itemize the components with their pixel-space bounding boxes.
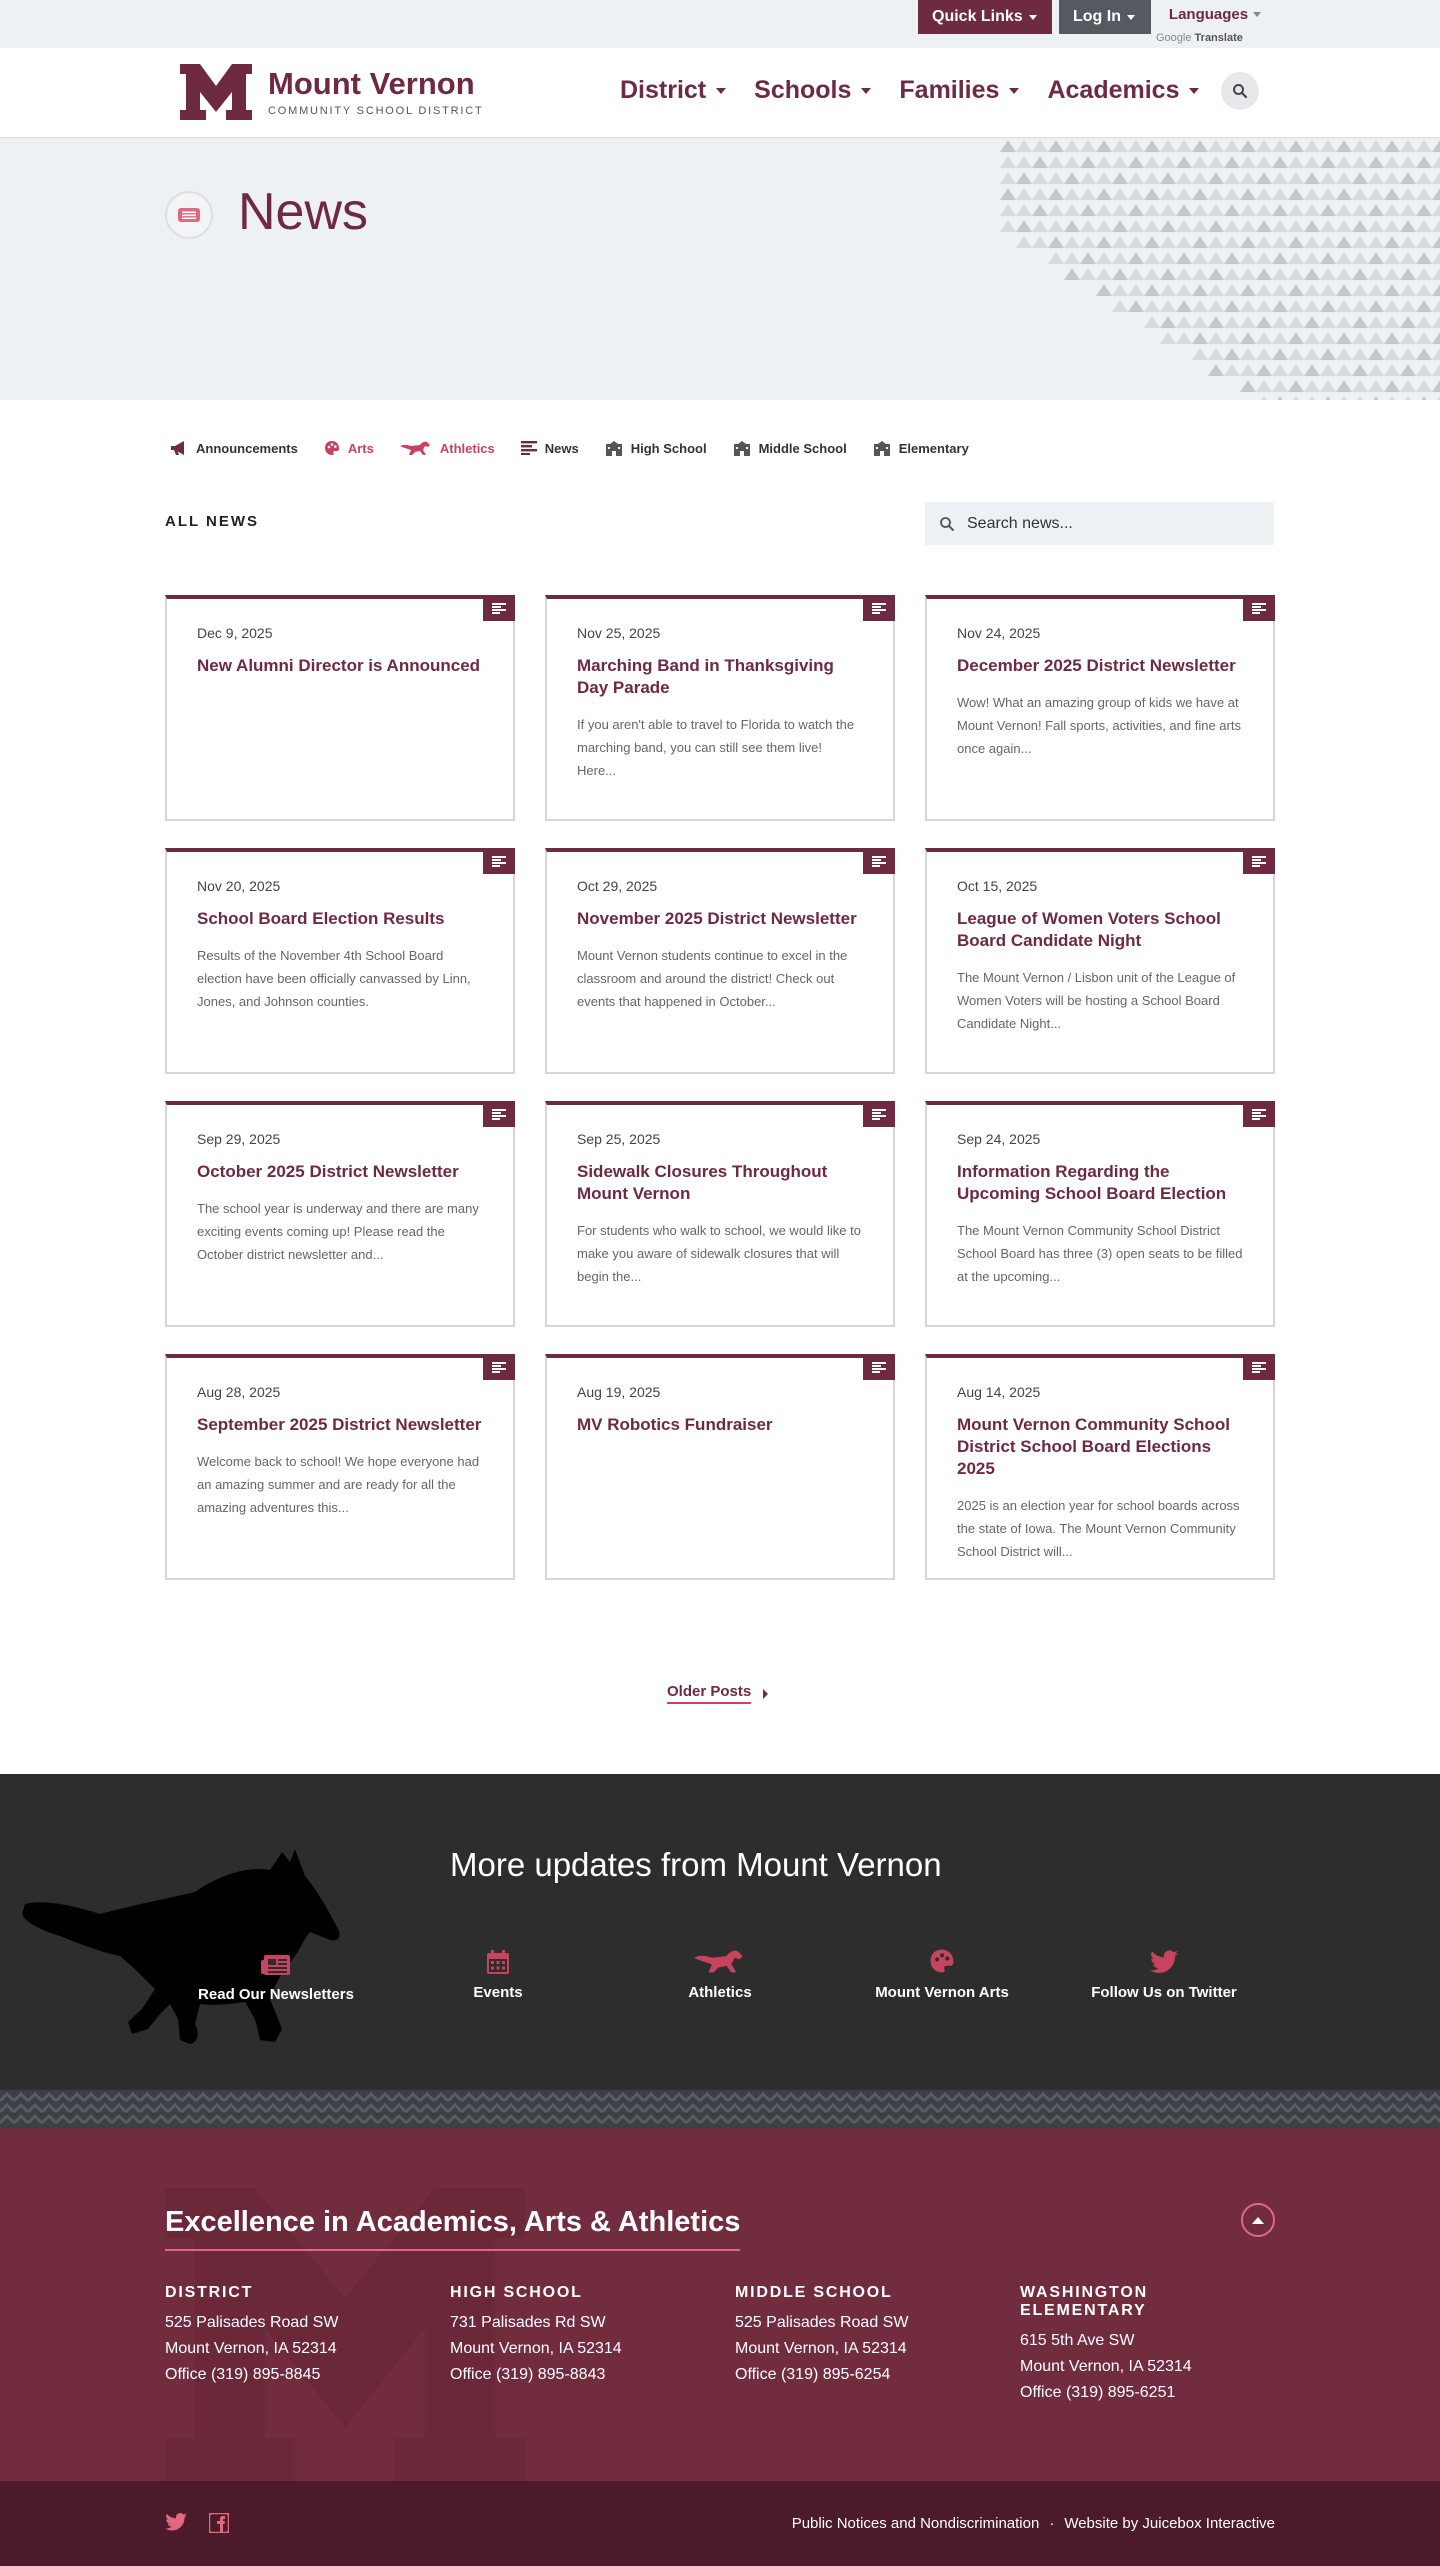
twitter-icon[interactable] [165,2513,187,2531]
news-card[interactable] [545,595,895,821]
news-card[interactable] [545,1354,895,1580]
list-heading: ALL NEWS [165,513,260,530]
quick-links-button[interactable] [918,0,1052,34]
category-label: Arts [347,440,374,456]
category-label: Middle School [758,440,847,456]
page-title: News [238,183,369,241]
public-notices-link[interactable]: Public Notices and Nondiscrimination [791,2515,1040,2532]
updates-section [0,1774,1440,2090]
category-news[interactable] [521,441,579,456]
footer-city: Mount Vernon, IA 52314 [450,2340,622,2357]
footer-phone[interactable]: Office (319) 895-6254 [735,2366,891,2383]
category-label: News [544,440,579,456]
updates-item-label: Athletics [688,1984,752,2001]
nav-academics[interactable] [1047,76,1199,105]
updates-newsletters-link[interactable] [186,1946,366,2003]
news-icon [483,1354,515,1380]
credit-link[interactable]: Website by Juicebox Interactive [1064,2515,1275,2532]
caret-down-icon [1009,88,1019,94]
news-card[interactable] [925,1354,1275,1580]
updates-athletics-link[interactable] [630,1944,810,2001]
card-date: Sep 29, 2025 [197,1131,281,1147]
search-icon [939,516,955,532]
nav-label: Families [899,76,1000,104]
nav-families[interactable] [899,76,1019,105]
card-title[interactable]: September 2025 District Newsletter [197,1415,482,1434]
footer-phone[interactable]: Office (319) 895-8843 [450,2366,606,2383]
updates-item-label: Read Our Newsletters [198,1986,354,2003]
m-logo-icon [178,62,254,122]
footer-bottom-bar [0,2481,1440,2566]
footer-column-middle-school [735,2284,995,2388]
card-date: Oct 15, 2025 [957,878,1038,894]
updates-item-label: Follow Us on Twitter [1091,1984,1237,2001]
log-in-label: Log In [1073,8,1121,25]
nav-label: Schools [754,76,852,104]
site-header [0,48,1440,138]
card-date: Sep 25, 2025 [577,1131,661,1147]
card-excerpt: Results of the November 4th School Board election have been officially canvassed by Linn, Jones, and Johnson counties. [197,948,471,1009]
card-date: Aug 19, 2025 [577,1384,661,1400]
card-excerpt: If you aren't able to travel to Florida to watch the marching band, you can still see them live! Here... [577,717,855,778]
category-filter [170,440,969,456]
school-icon [605,441,623,456]
footer-phone[interactable]: Office (319) 895-8845 [165,2366,321,2383]
card-date: Dec 9, 2025 [197,625,273,641]
news-card[interactable] [165,848,515,1074]
news-icon [1243,1101,1275,1127]
caret-down-icon [1189,88,1199,94]
card-excerpt: The school year is underway and there are many exciting events coming up! Please read the October district newsletter and... [197,1201,479,1262]
legal-links [792,2515,1275,2532]
category-arts[interactable] [324,440,374,456]
caret-down-icon [1127,15,1135,20]
languages-dropdown[interactable] [1160,6,1270,23]
nav-label: District [620,76,707,104]
search-icon [1232,83,1248,99]
card-title[interactable]: October 2025 District Newsletter [197,1162,459,1181]
site-footer [0,2128,1440,2481]
nav-label: Academics [1047,76,1180,104]
triangle-pattern [1000,138,1440,400]
news-grid [165,595,1275,1580]
updates-item-label: Mount Vernon Arts [875,1984,1009,2001]
footer-column-district [165,2284,425,2388]
news-icon [863,1354,895,1380]
card-date: Aug 14, 2025 [957,1384,1041,1400]
caret-down-icon [1029,15,1037,20]
nav-schools[interactable] [754,76,871,105]
news-icon [863,595,895,621]
card-title[interactable]: New Alumni Director is Announced [197,656,481,675]
google-translate-credit [1156,32,1243,44]
social-links [165,2513,229,2533]
card-title[interactable]: Sidewalk Closures Throughout Mount Vernon [577,1162,828,1203]
chevron-right-icon [763,1689,768,1699]
card-title[interactable]: November 2025 District Newsletter [577,909,857,928]
news-card[interactable] [545,1101,895,1327]
category-athletics[interactable] [400,440,495,456]
site-search-button[interactable] [1221,72,1259,110]
news-icon [483,595,515,621]
translate-label: Translate [1194,32,1243,44]
caret-down-icon [716,88,726,94]
site-title: Mount Vernon [268,65,475,101]
log-in-button[interactable] [1059,0,1151,34]
page-hero [0,138,1440,400]
back-to-top-button[interactable] [1241,2203,1275,2237]
card-date: Sep 24, 2025 [957,1131,1041,1147]
updates-arts-link[interactable] [852,1944,1032,2001]
card-title[interactable]: Mount Vernon Community School District School Board Elections 2025 [957,1415,1230,1478]
news-card[interactable] [165,1101,515,1327]
mustang-icon [400,440,432,456]
chevron-pattern-strip [0,2090,1440,2128]
footer-title: Excellence in Academics, Arts & Athletics [165,2206,740,2251]
news-search-input[interactable] [967,515,1257,533]
card-title[interactable]: League of Women Voters School Board Candidate Night [957,909,1221,950]
card-date: Nov 20, 2025 [197,878,281,894]
category-middle-school[interactable] [733,441,847,456]
footer-address: 615 5th Ave SW [1020,2332,1135,2349]
twitter-icon [1150,1950,1178,1974]
card-title[interactable]: December 2025 District Newsletter [957,656,1236,675]
category-label: Announcements [196,440,298,456]
news-card[interactable] [925,1101,1275,1327]
school-icon [873,441,891,456]
footer-column-heading: MIDDLE SCHOOL [735,2284,893,2301]
footer-column-heading: WASHINGTON ELEMENTARY [1020,2284,1148,2319]
updates-item-label: Events [473,1984,523,2001]
category-label: Elementary [898,440,969,456]
footer-column-heading: HIGH SCHOOL [450,2284,583,2301]
news-search [925,502,1274,545]
nav-district[interactable] [620,76,726,105]
category-elementary[interactable] [873,441,969,456]
older-posts-label: Older Posts [667,1683,751,1704]
utility-bar [0,0,1440,48]
news-icon [1243,595,1275,621]
updates-events-link[interactable] [408,1944,588,2001]
news-icon [1243,1354,1275,1380]
news-icon [165,191,213,239]
separator: · [1049,2515,1055,2532]
arrow-up-icon [1252,2217,1264,2224]
caret-down-icon [1253,12,1261,17]
news-card[interactable] [165,595,515,821]
card-title[interactable]: Marching Band in Thanksgiving Day Parade [577,656,834,697]
footer-city: Mount Vernon, IA 52314 [735,2340,907,2357]
card-excerpt: For students who walk to school, we would like to make you aware of sidewalk closures that will begin the... [577,1223,861,1284]
footer-column-high-school [450,2284,710,2388]
footer-city: Mount Vernon, IA 52314 [1020,2358,1192,2375]
footer-address: 525 Palisades Road SW [165,2314,339,2331]
news-icon [1243,848,1275,874]
google-label: Google [1156,32,1192,44]
updates-twitter-link[interactable] [1074,1944,1254,2001]
card-title[interactable]: School Board Election Results [197,909,445,928]
palette-icon [929,1948,955,1974]
megaphone-icon [170,440,188,456]
card-excerpt: Welcome back to school! We hope everyone had an amazing summer and are ready for all the amazing adventures this... [197,1454,480,1515]
footer-column-elementary [1020,2284,1280,2406]
main-nav [620,76,1199,105]
footer-city: Mount Vernon, IA 52314 [165,2340,337,2357]
card-date: Aug 28, 2025 [197,1384,281,1400]
card-excerpt: The Mount Vernon / Lisbon unit of the League of Women Voters will be hosting a School Board Candidate Night... [957,970,1236,1031]
category-announcements[interactable] [170,440,298,456]
quick-links-label: Quick Links [932,8,1023,25]
site-logo[interactable] [178,62,484,122]
card-date: Oct 29, 2025 [577,878,658,894]
news-icon [863,1101,895,1127]
category-high-school[interactable] [605,441,707,456]
news-card[interactable] [545,848,895,1074]
news-icon [863,848,895,874]
card-title[interactable]: Information Regarding the Upcoming School Board Election [957,1162,1227,1203]
card-excerpt: Mount Vernon students continue to excel in the classroom and around the district! Check out events that happened in October... [577,948,848,1009]
footer-address: 731 Palisades Rd SW [450,2314,606,2331]
school-icon [733,441,751,456]
palette-icon [324,440,340,456]
older-posts-link[interactable] [667,1683,768,1704]
facebook-icon[interactable] [209,2513,229,2533]
mustang-icon [694,1948,746,1974]
card-date: Nov 25, 2025 [577,625,661,641]
category-label: Athletics [439,440,495,456]
news-icon [483,1101,515,1127]
news-card[interactable] [925,595,1275,821]
news-card[interactable] [925,848,1275,1074]
footer-column-heading: DISTRICT [165,2284,254,2301]
card-excerpt: The Mount Vernon Community School District School Board has three (3) open seats to be filled at the upcoming... [957,1223,1243,1284]
languages-label: Languages [1168,6,1249,23]
card-excerpt: Wow! What an amazing group of kids we have at Mount Vernon! Fall sports, activities, and fine arts once again... [957,695,1241,756]
card-date: Nov 24, 2025 [957,625,1041,641]
updates-title: More updates from Mount Vernon [450,1846,942,1883]
caret-down-icon [861,88,871,94]
card-title[interactable]: MV Robotics Fundraiser [577,1415,773,1434]
category-label: High School [630,440,707,456]
calendar-icon [487,1950,509,1974]
news-icon [483,848,515,874]
news-icon [521,441,537,455]
news-card[interactable] [165,1354,515,1580]
footer-address: 525 Palisades Road SW [735,2314,909,2331]
newspaper-icon [261,1954,291,1976]
card-excerpt: 2025 is an election year for school boards across the state of Iowa. The Mount Vernon Community School District will... [957,1498,1240,1559]
site-subtitle: COMMUNITY SCHOOL DISTRICT [268,104,484,117]
footer-phone[interactable]: Office (319) 895-6251 [1020,2384,1176,2401]
